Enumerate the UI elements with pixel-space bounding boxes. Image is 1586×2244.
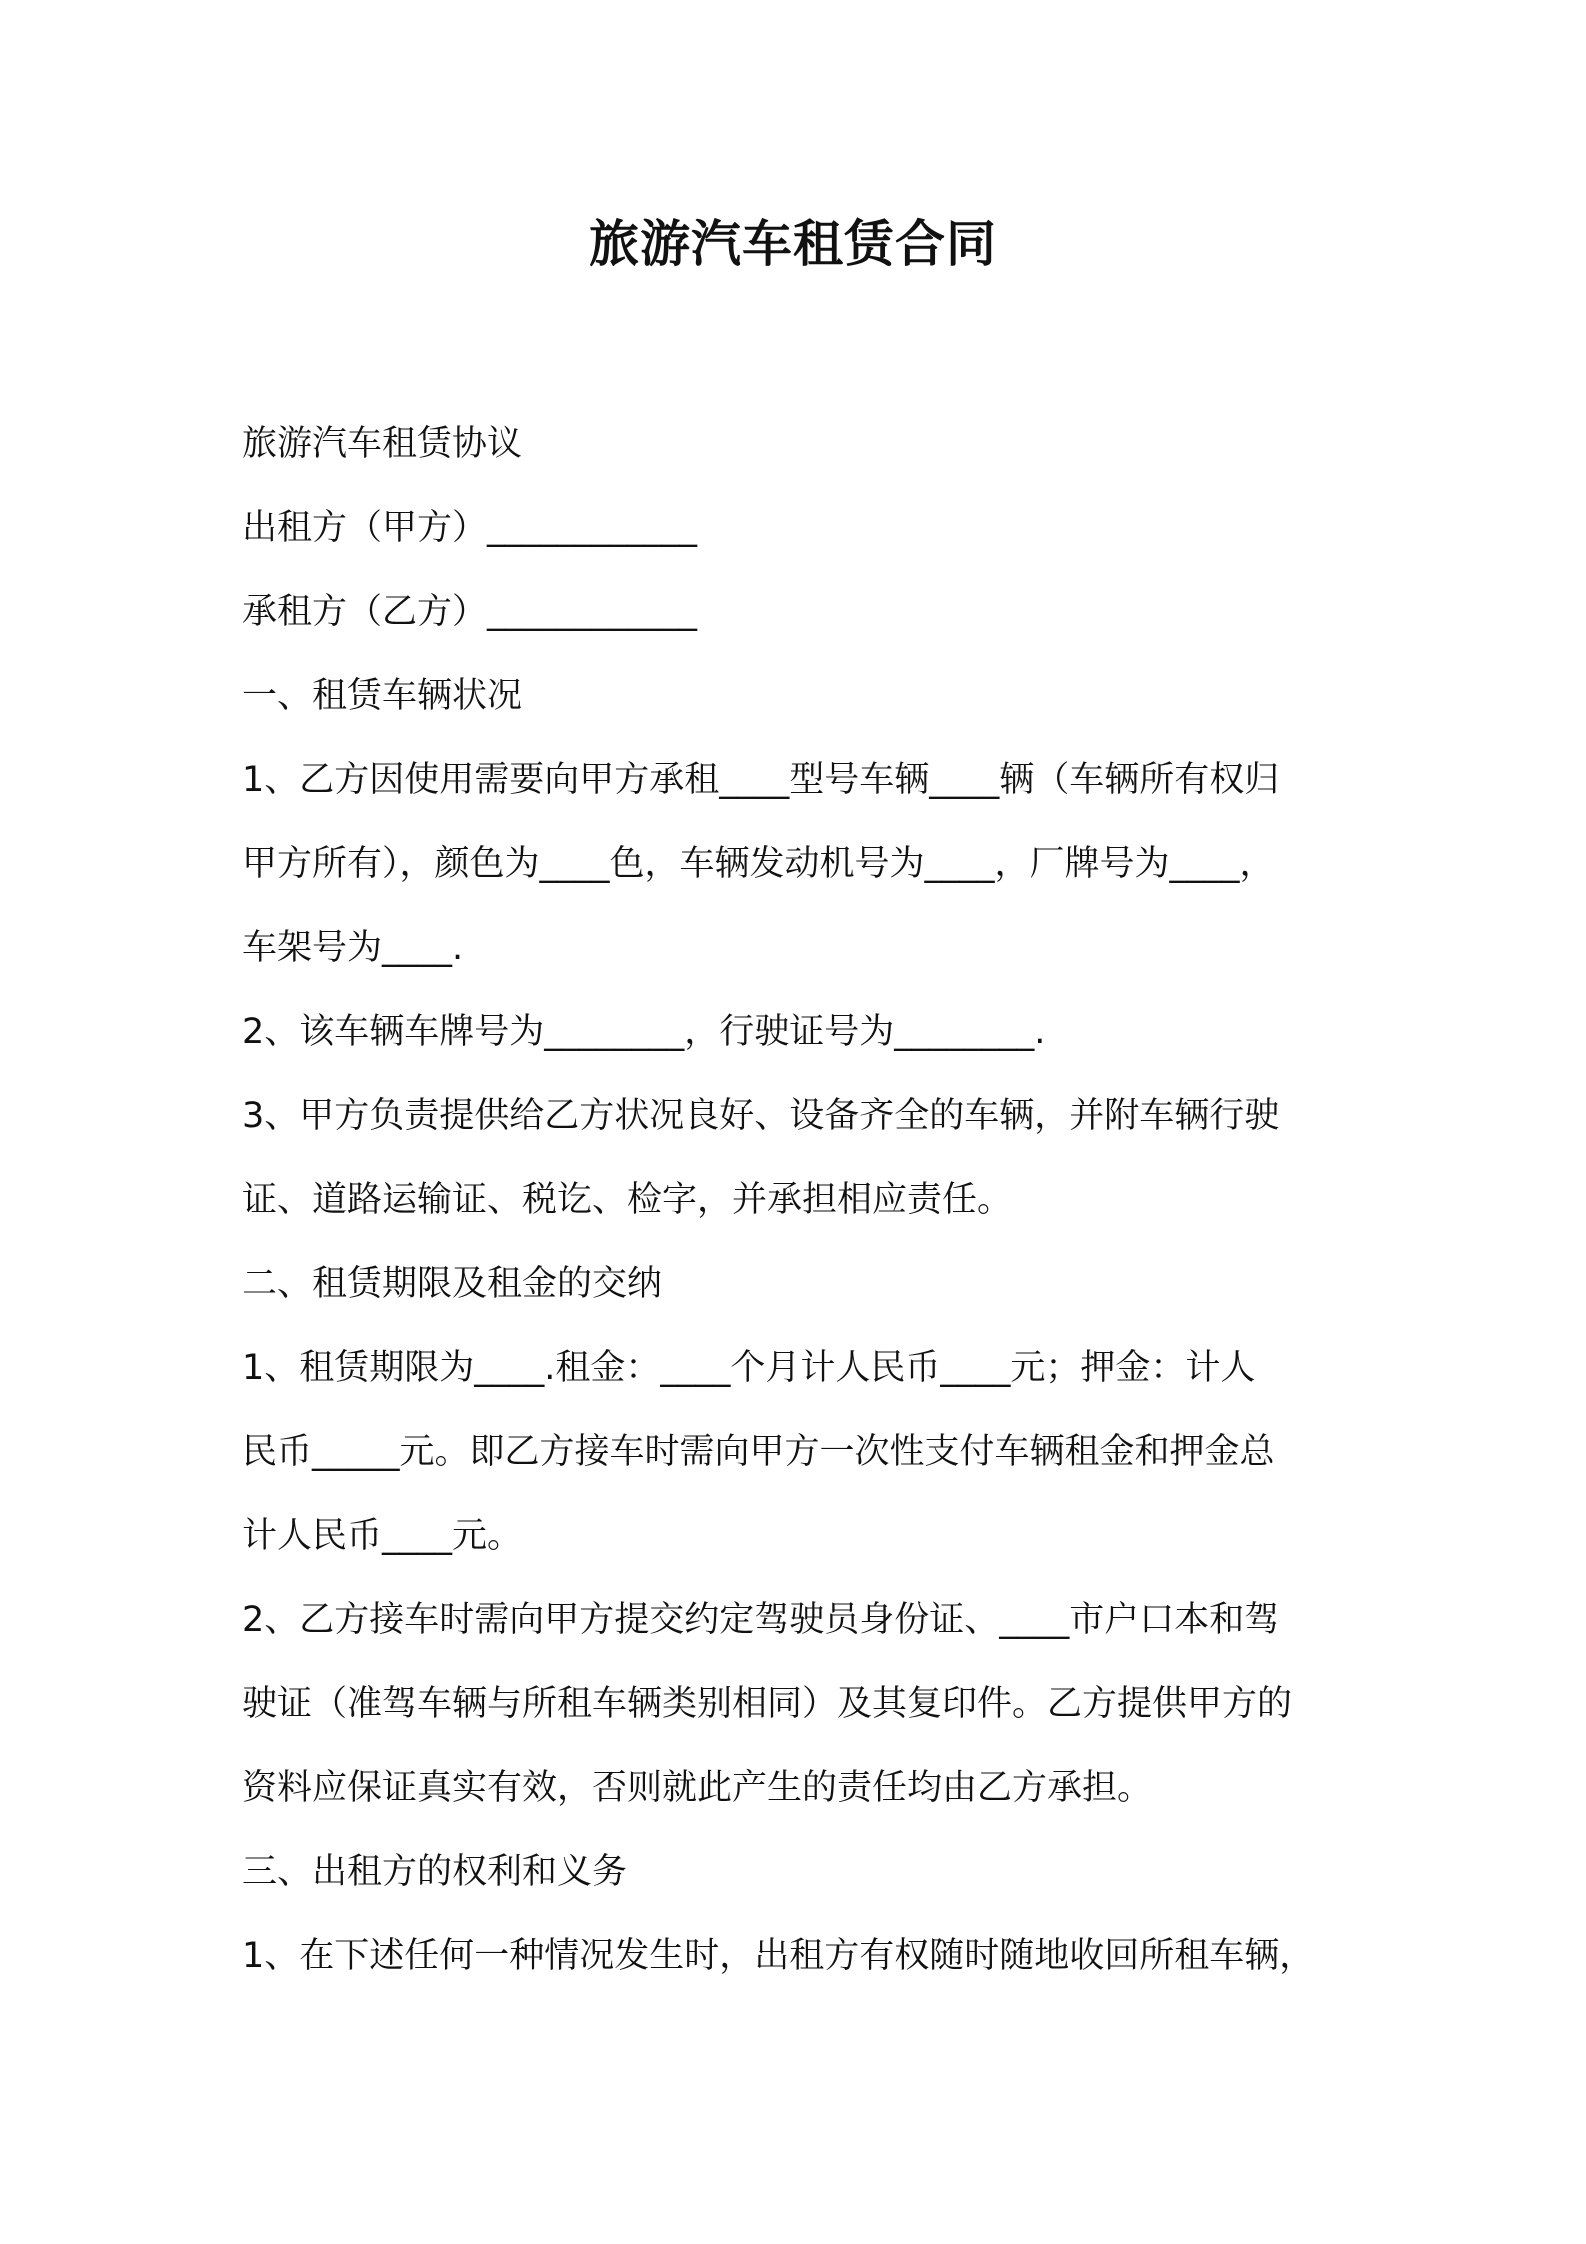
paragraph-line: 2、乙方接车时需向甲方提交约定驾驶员身份证、____市户口本和驾 <box>242 1600 1280 1640</box>
paragraph-line: 车架号为____. <box>242 928 464 968</box>
paragraph-line: 1、租赁期限为____.租金：____个月计人民币____元；押金：计人 <box>242 1348 1256 1388</box>
section-heading: 三、出租方的权利和义务 <box>242 1852 628 1892</box>
document-title: 旅游汽车租赁合同 <box>589 215 997 273</box>
section-heading: 一、租赁车辆状况 <box>242 676 523 716</box>
lessee-line: 承租方（乙方）____________ <box>242 592 698 632</box>
paragraph-line: 计人民币____元。 <box>242 1516 523 1556</box>
document-body <box>242 402 1382 1998</box>
subtitle-line: 旅游汽车租赁协议 <box>242 424 523 464</box>
paragraph-line: 驶证（准驾车辆与所租车辆类别相同）及其复印件。乙方提供甲方的 <box>242 1684 1293 1724</box>
paragraph-line: 2、该车辆车牌号为________，行驶证号为________. <box>242 1012 1046 1052</box>
lessor-line: 出租方（甲方）____________ <box>242 508 698 548</box>
paragraph-line: 资料应保证真实有效，否则就此产生的责任均由乙方承担。 <box>242 1768 1153 1808</box>
paragraph-line: 1、在下述任何一种情况发生时，出租方有权随时随地收回所租车辆， <box>242 1936 1315 1976</box>
paragraph-line: 民币_____元。即乙方接车时需向甲方一次性支付车辆租金和押金总 <box>242 1432 1275 1472</box>
paragraph-line: 1、乙方因使用需要向甲方承租____型号车辆____辆（车辆所有权归 <box>242 760 1280 800</box>
paragraph-line: 证、道路运输证、税讫、检字，并承担相应责任。 <box>242 1180 1013 1220</box>
section-heading: 二、租赁期限及租金的交纳 <box>242 1264 663 1304</box>
paragraph-line: 甲方所有），颜色为____色，车辆发动机号为____，厂牌号为____， <box>242 844 1275 884</box>
paragraph-line: 3、甲方负责提供给乙方状况良好、设备齐全的车辆，并附车辆行驶 <box>242 1096 1280 1136</box>
